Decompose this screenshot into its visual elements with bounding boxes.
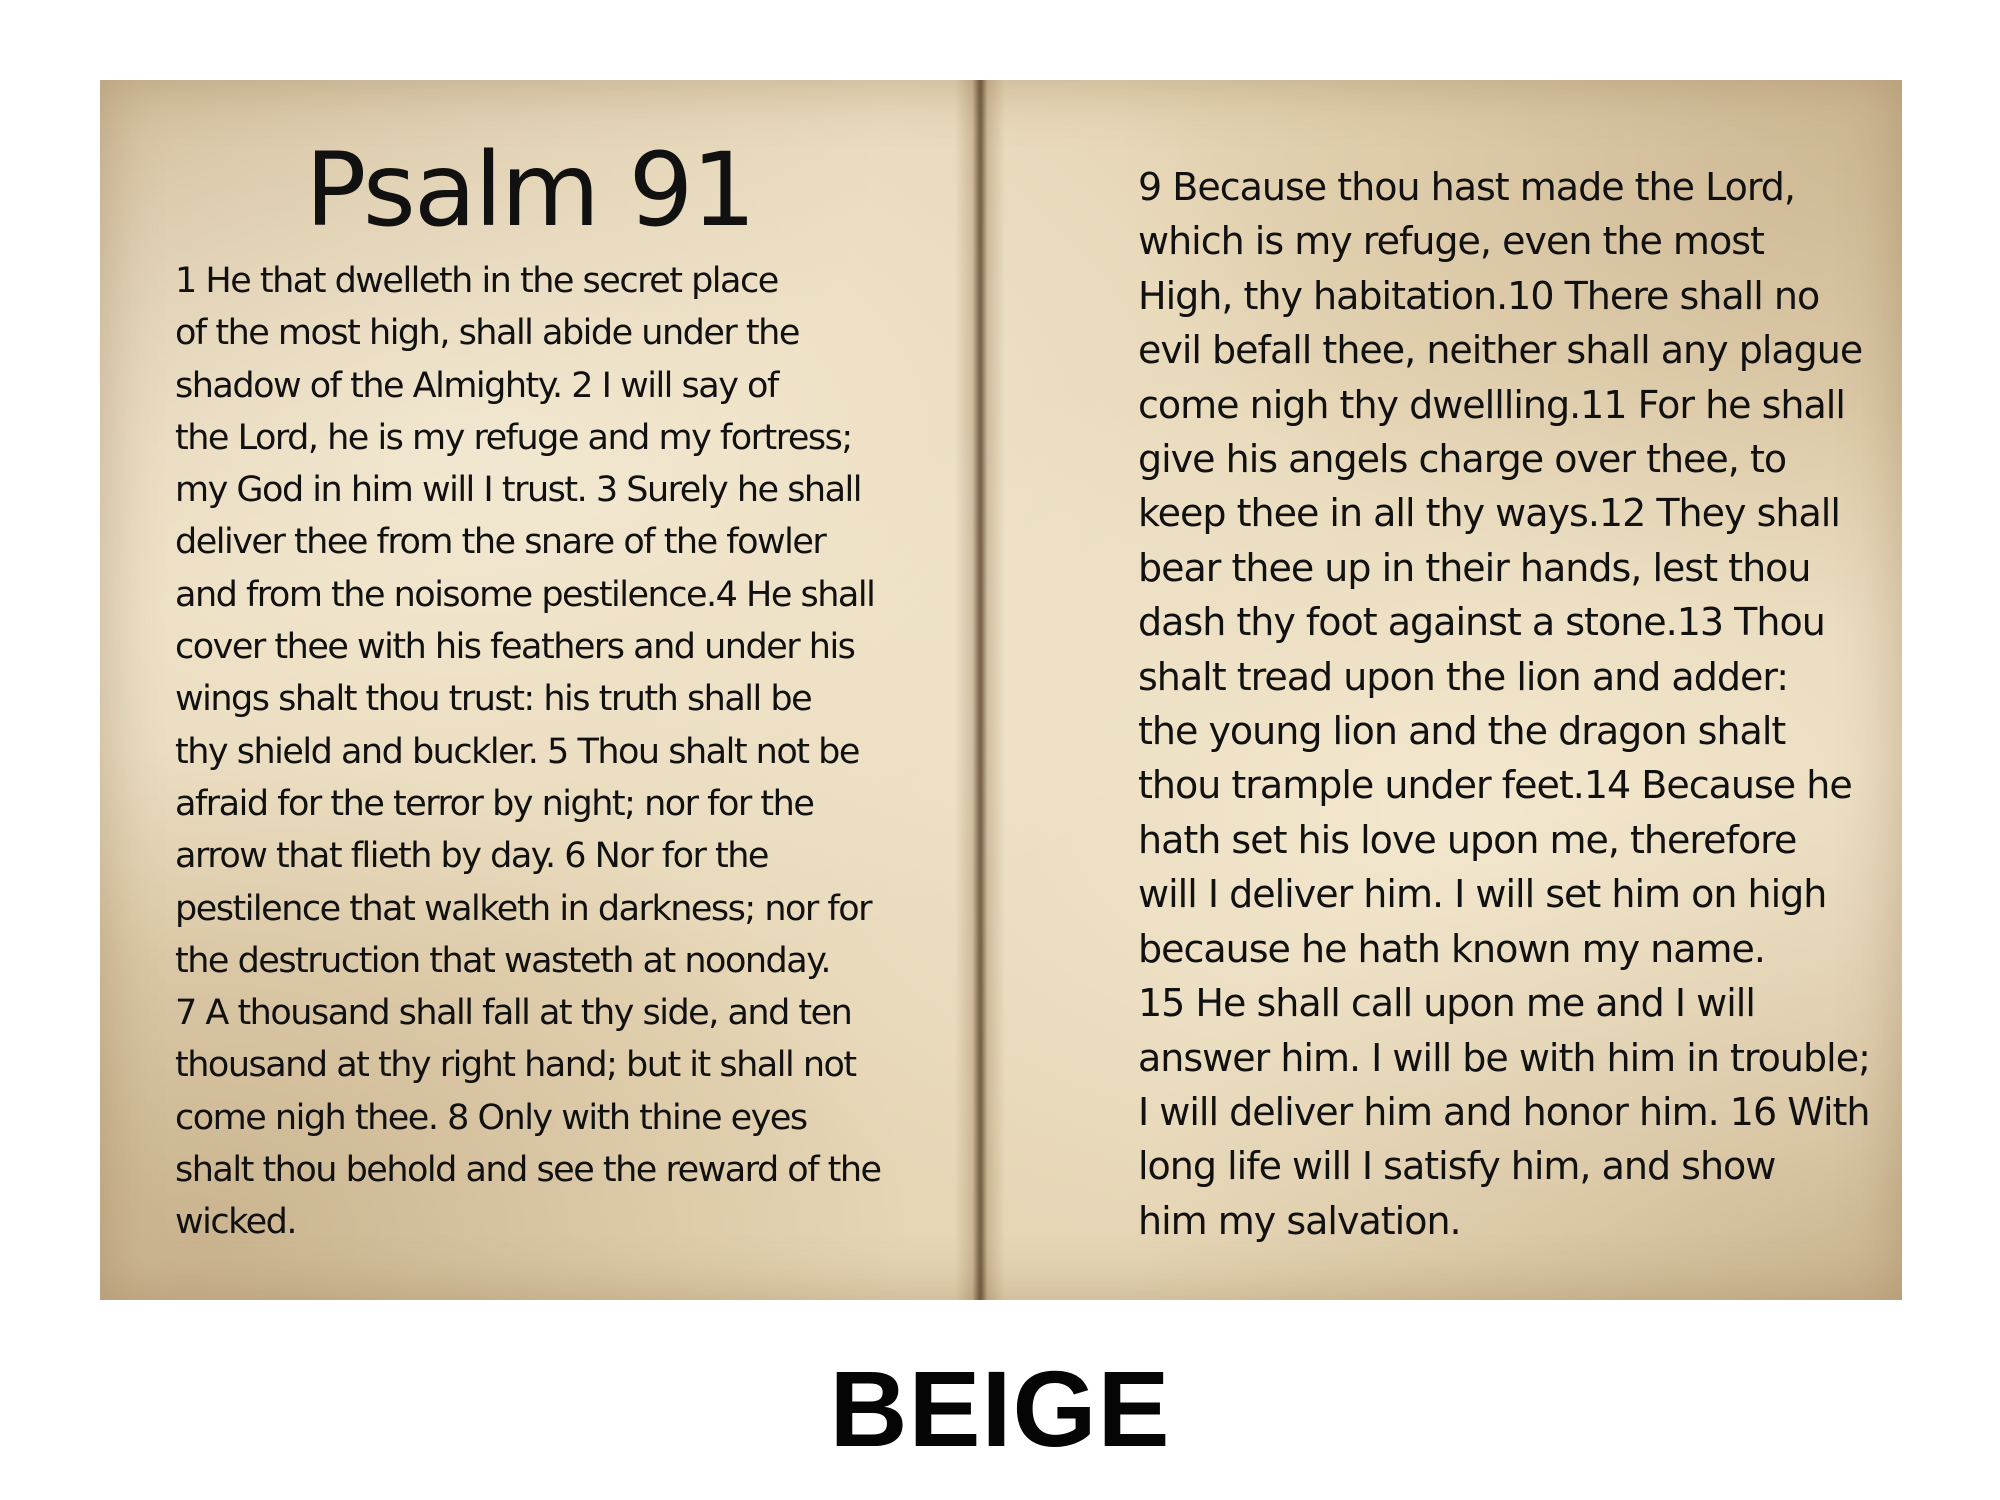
verse-line: long life will I satisfy him, and show — [1138, 1144, 1776, 1189]
verse-line: 15 He shall call upon me and I will — [1138, 981, 1755, 1026]
verse-line: deliver thee from the snare of the fowler — [175, 522, 826, 563]
verse-line: thousand at thy right hand; but it shall not — [175, 1045, 856, 1086]
verse-line: arrow that flieth by day. 6 Nor for the — [175, 836, 768, 877]
verse-line: my God in him will I trust. 3 Surely he shall — [175, 470, 862, 511]
verse-line: evil befall thee, neither shall any plague — [1138, 328, 1863, 373]
verse-line: cover thee with his feathers and under his — [175, 627, 855, 668]
verse-line: wicked. — [175, 1202, 296, 1243]
verse-line: 1 He that dwelleth in the secret place — [175, 261, 778, 301]
verse-line: 9 Because thou hast made the Lord, — [1138, 165, 1795, 209]
verse-line: and from the noisome pestilence.4 He shall — [175, 574, 875, 615]
right-page-verses — [1138, 160, 1898, 1248]
verse-line: because he hath known my name. — [1138, 926, 1766, 971]
verse-line: the destruction that wasteth at noonday. — [175, 940, 831, 981]
verse-line: dash thy foot against a stone.13 Thou — [1138, 600, 1825, 645]
verse-line: shalt thou behold and see the reward of the — [175, 1150, 881, 1191]
verse-line: I will deliver him and honor him. 16 With — [1138, 1089, 1870, 1134]
verse-line: High, thy habitation.10 There shall no — [1138, 273, 1820, 318]
verse-line: hath set his love upon me, therefore — [1138, 817, 1797, 862]
verse-line: will I deliver him. I will set him on high — [1138, 872, 1827, 917]
verse-line: shalt tread upon the lion and adder: — [1138, 654, 1789, 699]
verse-line: the Lord, he is my refuge and my fortress; — [175, 417, 852, 458]
verse-line: thy shield and buckler. 5 Thou shalt not be — [175, 731, 859, 772]
verse-line: bear thee up in their hands, lest thou — [1138, 545, 1811, 590]
verse-line: keep thee in all thy ways.12 They shall — [1138, 491, 1840, 536]
open-book — [100, 80, 1902, 1300]
verse-line: 7 A thousand shall fall at thy side, and ten — [175, 993, 852, 1034]
verse-line: wings shalt thou trust: his truth shall be — [175, 679, 812, 720]
left-page-verses — [175, 255, 955, 1249]
right-page — [1000, 80, 1902, 1300]
verse-line: give his angels charge over thee, to — [1138, 437, 1787, 482]
page-title: Psalm 91 — [305, 131, 755, 250]
verse-line: the young lion and the dragon shalt — [1138, 709, 1786, 754]
verse-line: of the most high, shall abide under the — [175, 313, 799, 354]
verse-line: pestilence that walketh in darkness; nor for — [175, 888, 872, 929]
left-page — [100, 80, 970, 1300]
verse-line: come nigh thee. 8 Only with thine eyes — [175, 1097, 807, 1138]
verse-line: afraid for the terror by night; nor for the — [175, 783, 814, 824]
book-spine — [955, 80, 1005, 1300]
color-caption: BEIGE — [829, 1348, 1171, 1469]
verse-line: come nigh thy dwellling.11 For he shall — [1138, 382, 1845, 427]
verse-line: answer him. I will be with him in trouble; — [1138, 1035, 1870, 1080]
verse-line: him my salvation. — [1138, 1198, 1461, 1243]
verse-line: which is my refuge, even the most — [1138, 219, 1764, 264]
verse-line: shadow of the Almighty. 2 I will say of — [175, 365, 778, 406]
verse-line: thou trample under feet.14 Because he — [1138, 763, 1852, 808]
